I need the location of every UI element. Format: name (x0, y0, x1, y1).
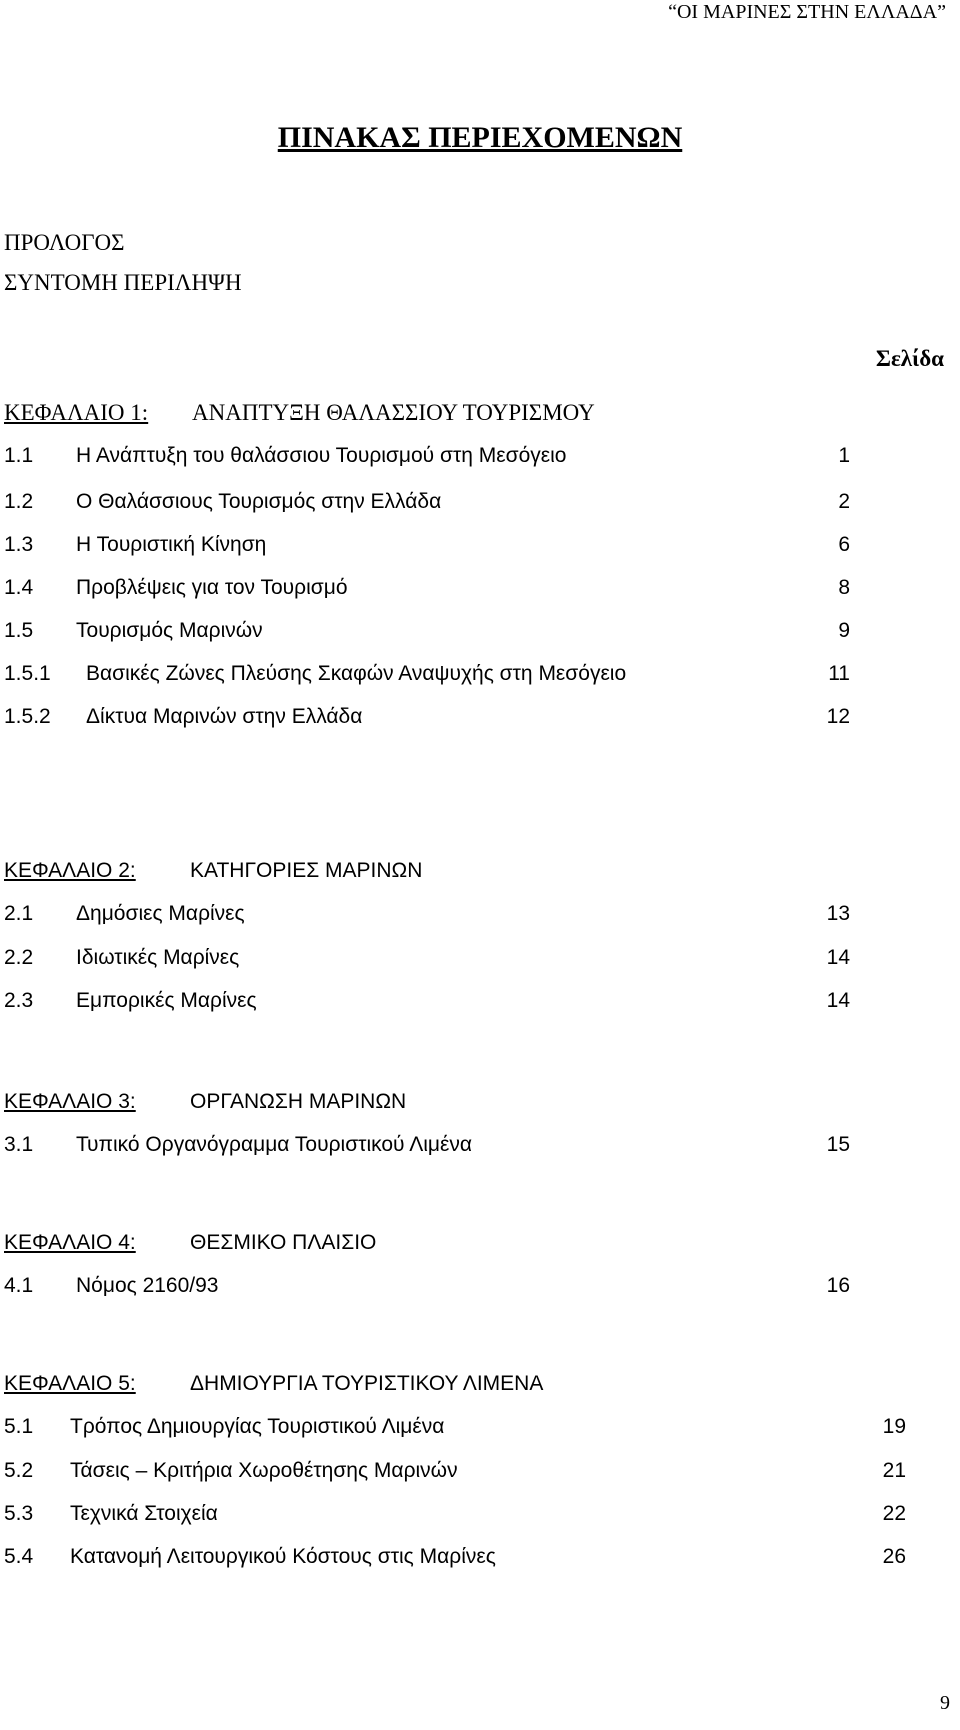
entry-page: 11 (828, 662, 850, 685)
chapter-heading (4, 1087, 944, 1117)
chapter-label: ΚΕΦΑΛΑΙΟ 4: (4, 1231, 136, 1254)
chapter-title: ΑΝΑΠΤΥΞΗ ΘΑΛΑΣΣΙΟΥ ΤΟΥΡΙΣΜΟΥ (192, 400, 595, 425)
entry-page: 21 (882, 1459, 906, 1482)
chapter-title: ΘΕΣΜΙΚΟ ΠΛΑΙΣΙΟ (190, 1231, 377, 1254)
toc-entry (4, 1443, 944, 1486)
entry-number: 2.3 (4, 989, 34, 1012)
entry-title: Νόμος 2160/93 (76, 1274, 219, 1297)
entry-page: 8 (838, 576, 850, 599)
entry-page: 16 (826, 1274, 850, 1297)
entry-number: 1.3 (4, 533, 34, 556)
entry-number: 1.5 (4, 619, 34, 642)
toc-entry (4, 886, 944, 930)
entry-page: 14 (826, 989, 850, 1012)
entry-title: Τυπικό Οργανόγραμμα Τουριστικού Λιμένα (76, 1133, 472, 1156)
entry-title: Εμπορικές Μαρίνες (76, 989, 257, 1012)
entry-page: 1 (838, 444, 850, 467)
chapter-heading (4, 398, 944, 428)
entry-page: 6 (838, 533, 850, 556)
front-matter-summary: ΣΥΝΤΟΜΗ ΠΕΡΙΛΗΨΗ (4, 270, 242, 295)
entry-number: 5.1 (4, 1415, 34, 1438)
chapter-4 (4, 1228, 944, 1302)
front-matter-prologue: ΠΡΟΛΟΓΟΣ (4, 230, 125, 255)
chapter-heading (4, 1369, 944, 1399)
entry-title: Δημόσιες Μαρίνες (76, 902, 245, 925)
entry-page: 14 (826, 946, 850, 969)
toc-entry (4, 603, 944, 646)
entry-title: Δίκτυα Μαρινών στην Ελλάδα (86, 705, 363, 728)
entry-title: Η Ανάπτυξη του θαλάσσιου Τουρισμού στη Μεσόγειο (76, 444, 567, 467)
toc-entry (4, 930, 944, 973)
entry-page: 22 (882, 1502, 906, 1525)
toc-entry (4, 973, 944, 1016)
chapter-1 (4, 398, 944, 732)
entry-number: 2.1 (4, 902, 34, 925)
toc-entry (4, 1258, 944, 1302)
chapter-label: ΚΕΦΑΛΑΙΟ 5: (4, 1372, 136, 1395)
toc-entry (4, 1117, 944, 1161)
entry-page: 12 (826, 705, 850, 728)
entry-page: 15 (826, 1133, 850, 1156)
chapter-heading (4, 1228, 944, 1258)
entry-page: 19 (882, 1415, 906, 1438)
entry-number: 1.5.2 (4, 705, 51, 728)
entry-number: 1.5.1 (4, 662, 51, 685)
entry-number: 5.4 (4, 1545, 34, 1568)
entry-title: Κατανομή Λειτουργικού Κόστους στις Μαρίνες (70, 1545, 496, 1568)
chapter-title: ΔΗΜΙΟΥΡΓΙΑ ΤΟΥΡΙΣΤΙΚΟΥ ΛΙΜΕΝΑ (190, 1372, 544, 1395)
entry-page: 13 (826, 902, 850, 925)
toc-title: ΠΙΝΑΚΑΣ ΠΕΡΙΕΧΟΜΕΝΩΝ (277, 121, 683, 154)
entry-title: Τεχνικά Στοιχεία (70, 1502, 218, 1525)
toc-entry (4, 1529, 944, 1572)
entry-title: Η Τουριστική Κίνηση (76, 533, 267, 556)
page-number: 9 (940, 1692, 950, 1714)
entry-title: Τουρισμός Μαρινών (76, 619, 263, 642)
entry-title: Προβλέψεις για τον Τουρισμό (76, 576, 348, 599)
chapter-5 (4, 1369, 944, 1572)
entry-title: Βασικές Ζώνες Πλεύσης Σκαφών Αναψυχής στη Μεσόγειο (86, 662, 627, 685)
toc-entry (4, 646, 944, 689)
toc-entry (4, 560, 944, 603)
entry-number: 2.2 (4, 946, 34, 969)
entry-title: Τάσεις – Κριτήρια Χωροθέτησης Μαρινών (70, 1459, 458, 1482)
running-header: “ΟΙ ΜΑΡΙΝΕΣ ΣΤΗΝ ΕΛΛΑΔΑ” (668, 1, 946, 23)
toc-entry (4, 1399, 944, 1443)
entry-title: Ο Θαλάσσιους Τουρισμός στην Ελλάδα (76, 490, 442, 513)
entry-page: 9 (838, 619, 850, 642)
chapter-title: ΚΑΤΗΓΟΡΙΕΣ ΜΑΡΙΝΩΝ (190, 859, 423, 882)
entry-page: 2 (838, 490, 850, 513)
entry-title: Ιδιωτικές Μαρίνες (76, 946, 240, 969)
toc-entry (4, 428, 944, 474)
entry-number: 1.1 (4, 444, 34, 467)
toc-entry (4, 517, 944, 560)
chapter-title: ΟΡΓΑΝΩΣΗ ΜΑΡΙΝΩΝ (190, 1090, 407, 1113)
entry-number: 5.3 (4, 1502, 34, 1525)
entry-number: 1.2 (4, 490, 34, 513)
chapter-label: ΚΕΦΑΛΑΙΟ 1: (4, 400, 149, 425)
chapter-3 (4, 1087, 944, 1161)
page-column-label: Σελίδα (875, 346, 944, 371)
chapter-2 (4, 856, 944, 1016)
toc-entry (4, 1486, 944, 1529)
entry-number: 1.4 (4, 576, 34, 599)
entry-number: 4.1 (4, 1274, 34, 1297)
chapter-label: ΚΕΦΑΛΑΙΟ 2: (4, 859, 136, 882)
chapter-heading (4, 856, 944, 886)
chapter-label: ΚΕΦΑΛΑΙΟ 3: (4, 1090, 136, 1113)
toc-entry (4, 689, 944, 732)
toc-entry (4, 474, 944, 517)
entry-title: Τρόπος Δημιουργίας Τουριστικού Λιμένα (70, 1415, 445, 1438)
entry-page: 26 (882, 1545, 906, 1568)
entry-number: 3.1 (4, 1133, 34, 1156)
entry-number: 5.2 (4, 1459, 34, 1482)
